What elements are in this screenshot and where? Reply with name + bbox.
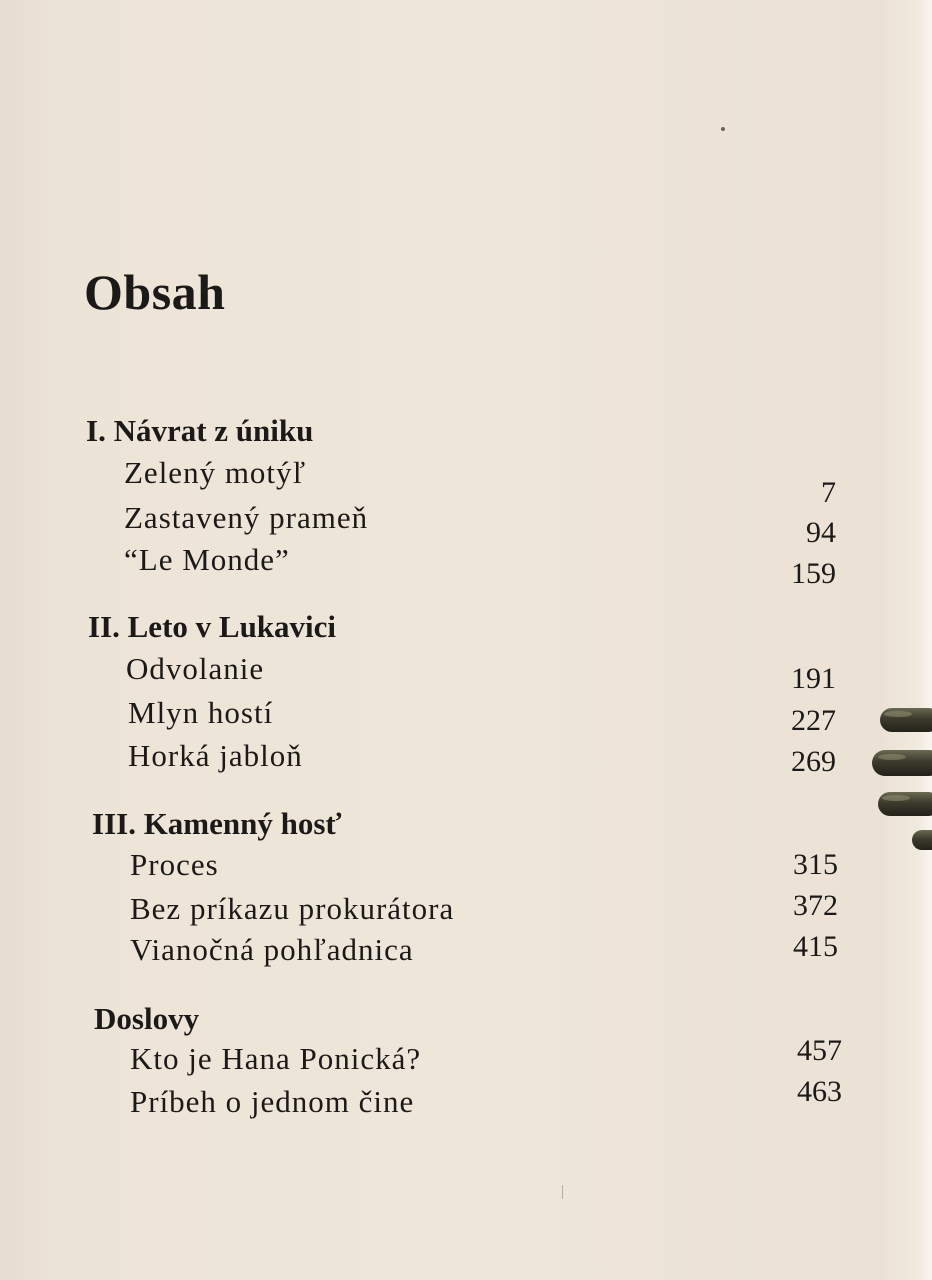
toc-entry-label: “Le Monde” <box>124 542 290 577</box>
toc-entry-page: 227 <box>791 704 836 737</box>
paper-mark <box>562 1185 563 1199</box>
toc-entry-page: 463 <box>797 1075 842 1108</box>
ink-speck <box>721 127 725 131</box>
toc-entry-page: 94 <box>806 516 836 549</box>
toc-entry-page: 372 <box>793 889 838 922</box>
toc-entry-label: Odvolanie <box>126 651 265 686</box>
part-heading-1: I. Návrat z úniku <box>86 413 314 448</box>
toc-entry-page: 457 <box>797 1034 842 1067</box>
toc-entry-page: 159 <box>791 557 836 590</box>
toc-entry-label: Kto je Hana Ponická? <box>130 1041 422 1076</box>
binder-coil-icon <box>858 690 932 860</box>
toc-entry-page: 269 <box>791 745 836 778</box>
part-heading-2: II. Leto v Lukavici <box>88 609 337 644</box>
page-title: Obsah <box>84 264 226 320</box>
toc-entry-label: Mlyn hostí <box>128 695 274 730</box>
toc-entry-label: Bez príkazu prokurátora <box>130 891 455 926</box>
toc-entry-label: Proces <box>130 847 219 882</box>
toc-entry-label: Horká jabloň <box>128 738 303 773</box>
part-heading-4: Doslovy <box>94 1001 200 1036</box>
part-heading-3: III. Kamenný hosť <box>92 806 342 841</box>
toc-entry-label: Zelený motýľ <box>124 455 307 490</box>
toc-entry-label: Príbeh o jednom čine <box>130 1084 415 1119</box>
toc-entry-page: 415 <box>793 930 838 963</box>
toc-entry-page: 315 <box>793 848 838 881</box>
toc-entry-page: 191 <box>791 662 836 695</box>
toc-entry-label: Zastavený prameň <box>124 500 369 535</box>
page-edge <box>918 0 932 1280</box>
toc-entry-page: 7 <box>821 476 836 509</box>
toc-entry-label: Vianočná pohľadnica <box>130 932 414 967</box>
